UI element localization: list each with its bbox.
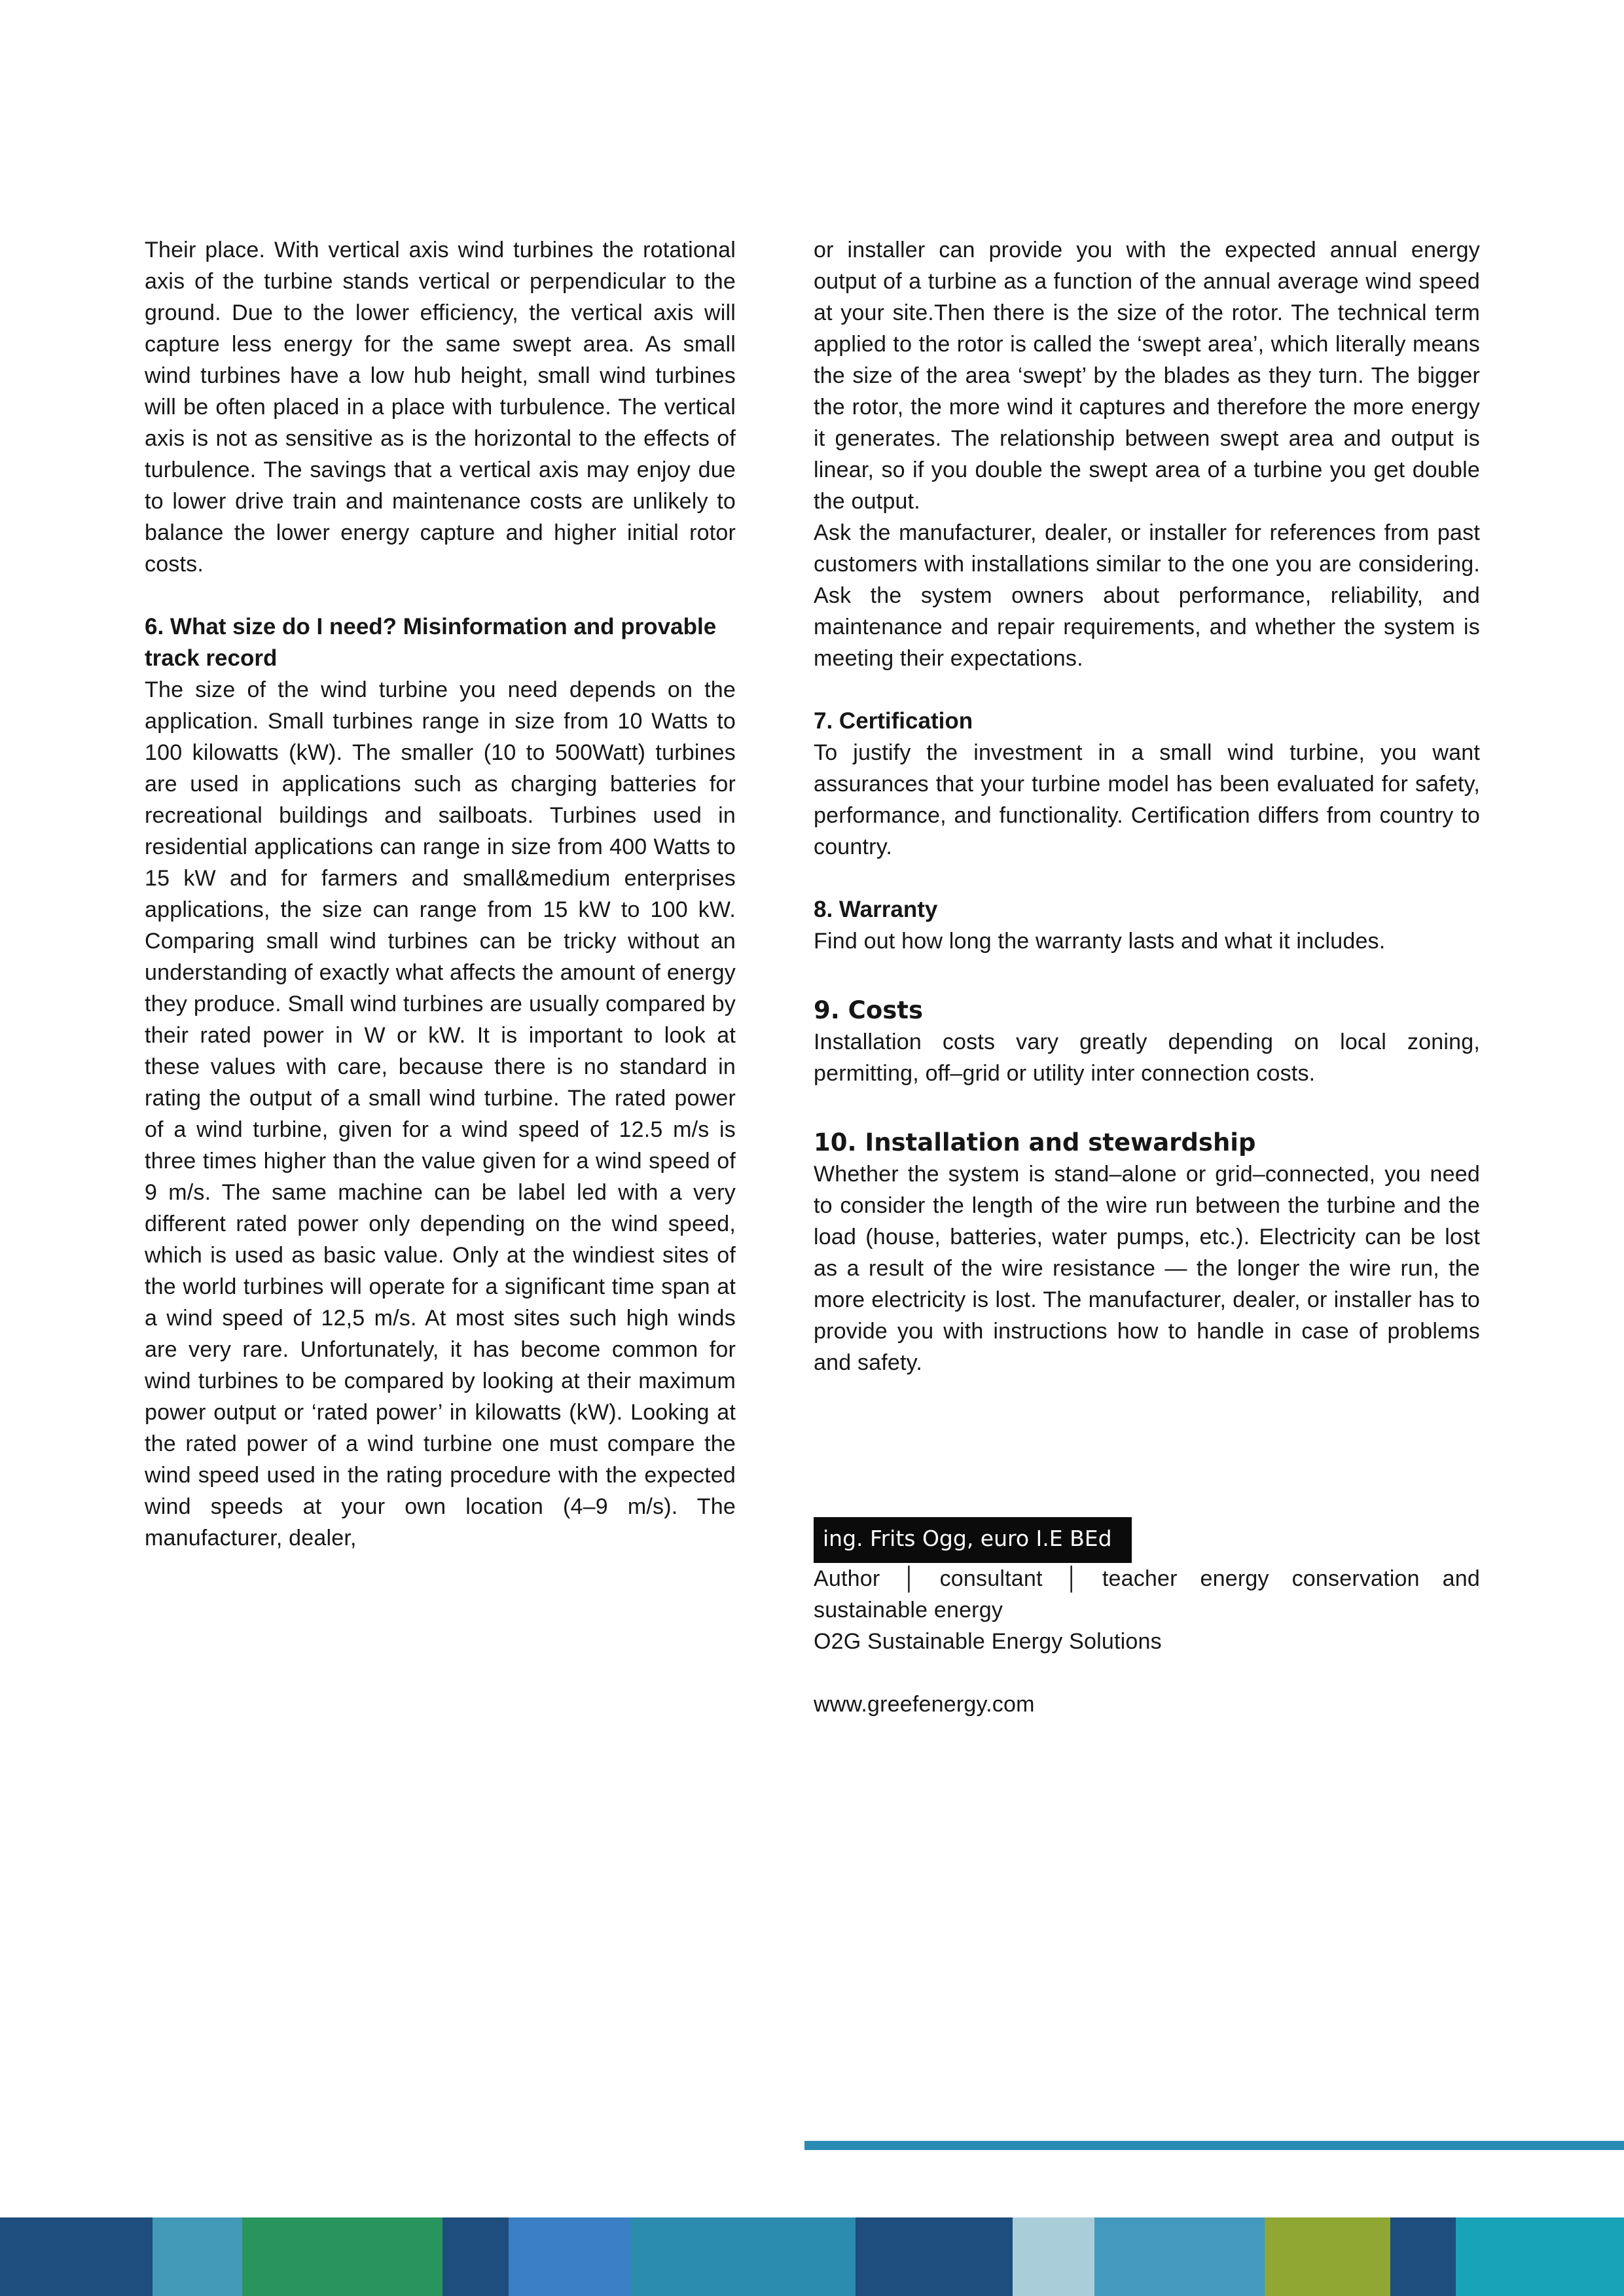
website-url: www.greefenergy.com <box>814 1692 1035 1717</box>
section-heading-10: 10. Installation and stewardship <box>814 1128 1256 1157</box>
footer-color-segment <box>442 2217 509 2296</box>
right-column <box>814 234 1480 1720</box>
footer-color-segment <box>1094 2217 1265 2296</box>
footer-color-segment <box>1390 2217 1456 2296</box>
footer-color-segment <box>630 2217 856 2296</box>
company-name: O2G Sustainable Energy Solutions <box>814 1629 1162 1654</box>
section-heading-8: 8. Warranty <box>814 897 938 922</box>
footer-color-segment <box>153 2217 242 2296</box>
author-badge: ing. Frits Ogg, euro I.E BEd <box>814 1517 1132 1563</box>
paragraph-warranty: Find out how long the warranty lasts and what it includes. <box>814 929 1386 954</box>
paragraph-ask-references: Ask the manufacturer, dealer, or installer for references from past customers with installations similar to the one you are considering. Ask the system owners about performance, reliability, and maintenance and repair requirements, and whether the system is meeting their expectations. <box>814 520 1480 671</box>
section-heading-7: 7. Certification <box>814 708 973 734</box>
teal-divider-bar <box>804 2141 1624 2150</box>
author-roles-line: Author │ consultant │ teacher energy conservation and sustainable energy <box>814 1566 1480 1623</box>
section-heading-6: 6. What size do I need? Misinformation and provable track record <box>145 614 717 671</box>
paragraph-annual-output: or installer can provide you with the expected annual energy output of a turbine as a function of the annual average wind speed at your site.Then there is the size of the rotor. The technical term applied to the rotor is called the ‘swept area’, which literally means the size of the area ‘swept’ by the blades as they turn. The bigger the rotor, the more wind it captures and therefore the more energy it generates. The relationship between swept area and output is linear, so if you double the swept area of a turbine you get double the output. <box>814 238 1480 514</box>
paragraph-installation: Whether the system is stand–alone or grid–connected, you need to consider the length of the wire run between the turbine and the load (house, batteries, water pumps, etc.). Electricity can be lost as a result of the wire resistance — the longer the wire run, the more electricity is lost. The manufacturer, dealer, or installer has to provide you with instructions how to handle in case of problems and safety. <box>814 1162 1480 1375</box>
footer-color-segment <box>1013 2217 1094 2296</box>
footer-color-segment <box>1456 2217 1624 2296</box>
footer-color-segment <box>242 2217 442 2296</box>
footer-color-segment <box>509 2217 630 2296</box>
left-column <box>145 234 736 1554</box>
footer-color-segment <box>1265 2217 1390 2296</box>
footer-color-band <box>0 2217 1624 2296</box>
section-heading-9: 9. Costs <box>814 996 923 1024</box>
paragraph-costs: Installation costs vary greatly depending on local zoning, permitting, off–grid or utility inter connection costs. <box>814 1030 1480 1086</box>
paragraph-certification: To justify the investment in a small wind turbine, you want assurances that your turbine model has been evaluated for safety, performance, and functionality. Certification differs from country to country. <box>814 740 1480 859</box>
paragraph-vertical-axis: Their place. With vertical axis wind turbines the rotational axis of the turbine stands vertical or perpendicular to the ground. Due to the lower efficiency, the vertical axis will capture less energy for the same swept area. As small wind turbines have a low hub height, small wind turbines will be often placed in a place with turbulence. The vertical axis is not as sensitive as is the horizontal to the effects of turbulence. The savings that a vertical axis may enjoy due to lower drive train and maintenance costs are unlikely to balance the lower energy capture and higher initial rotor costs. <box>145 238 736 577</box>
footer-color-segment <box>856 2217 1013 2296</box>
footer-color-segment <box>0 2217 153 2296</box>
paragraph-turbine-size: The size of the wind turbine you need depends on the application. Small turbines range in size from 10 Watts to 100 kilowatts (kW). The smaller (10 to 500Watt) turbines are used in applications such as charging batteries for recreational buildings and sailboats. Turbines used in residential applications can range in size from 400 Watts to 15 kW and for farmers and small&medium enterprises applications, the size can range from 15 kW to 100 kW. Comparing small wind turbines can be tricky without an understanding of exactly what affects the amount of energy they produce. Small wind turbines are usually compared by their rated power in W or kW. It is important to look at these values with care, because there is no standard in rating the output of a small wind turbine. The rated power of a wind turbine, given for a wind speed of 12.5 m/s is three times higher than the value given for a wind speed of 9 m/s. The same machine can be label led with a very different rated power only depending on the wind speed, which is used as basic value. Only at the windiest sites of the world turbines will operate for a significant time span at a wind speed of 12,5 m/s. At most sites such high winds are very rare. Unfortunately, it has become common for wind turbines to be compared by looking at their maximum power output or ‘rated power’ in kilowatts (kW). Looking at the rated power of a wind turbine one must compare the wind speed used in the rating procedure with the expected wind speeds at your own location (4–9 m/s). The manufacturer, dealer, <box>145 677 736 1551</box>
